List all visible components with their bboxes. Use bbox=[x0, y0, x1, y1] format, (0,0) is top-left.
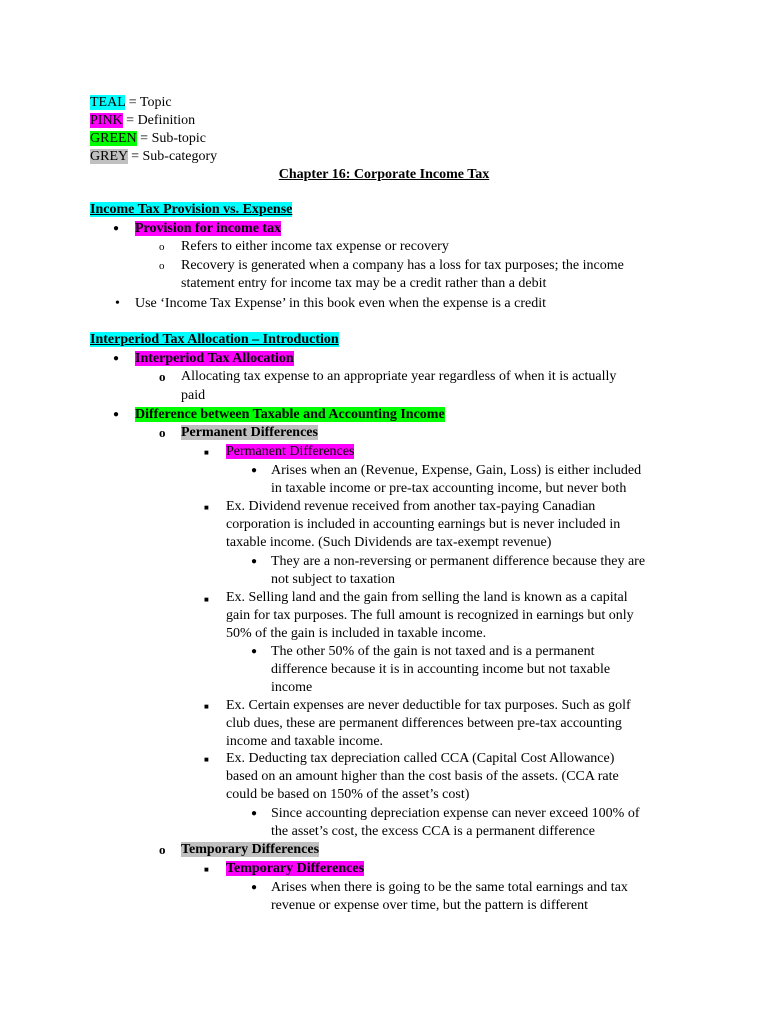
disc-bullet: ● bbox=[251, 882, 258, 893]
example-3-line-2: club dues, these are permanent differences between pre-tax accounting bbox=[226, 716, 622, 731]
provision-point-2-line-2: statement entry for income tax may be a credit rather than a debit bbox=[181, 276, 547, 291]
circle-bullet: o bbox=[159, 260, 165, 272]
provision-point-2-line-1: Recovery is generated when a company has a loss for tax purposes; the income bbox=[181, 258, 624, 273]
example-2-line-2: gain for tax purposes. The full amount is recognized in earnings but only bbox=[226, 608, 634, 623]
subcategory-permanent: Permanent Differences bbox=[181, 425, 318, 440]
example-2-line-1: Ex. Selling land and the gain from selling the land is known as a capital bbox=[226, 590, 628, 605]
example-4-sub-line-1: Since accounting depreciation expense can never exceed 100% of bbox=[271, 806, 640, 821]
legend-teal: TEAL = Topic bbox=[90, 95, 172, 110]
example-3-line-3: income and taxable income. bbox=[226, 734, 384, 749]
circle-bullet: o bbox=[159, 369, 166, 384]
square-bullet: ■ bbox=[204, 865, 209, 874]
circle-bullet: o bbox=[159, 241, 165, 253]
example-4-line-1: Ex. Deducting tax depreciation called CCA (Capital Cost Allowance) bbox=[226, 751, 615, 766]
example-1-sub-line-1: They are a non-reversing or permanent difference because they are bbox=[271, 554, 646, 569]
example-1-line-1: Ex. Dividend revenue received from another tax-paying Canadian bbox=[226, 499, 596, 514]
circle-bullet: o bbox=[159, 842, 166, 857]
disc-bullet: ● bbox=[113, 353, 120, 364]
chapter-title: Chapter 16: Corporate Income Tax bbox=[278, 167, 490, 182]
square-bullet: ■ bbox=[204, 448, 209, 457]
subtopic-difference: Difference between Taxable and Accounting Income bbox=[135, 407, 445, 422]
color-legend bbox=[90, 94, 217, 166]
definition-permanent: Permanent Differences bbox=[226, 444, 355, 459]
legend-grey: GREY = Sub-category bbox=[90, 149, 218, 164]
square-bullet: ■ bbox=[204, 595, 209, 604]
square-bullet: ■ bbox=[204, 702, 209, 711]
provision-item-2: Use ‘Income Tax Expense’ in this book even when the expense is a credit bbox=[135, 296, 546, 311]
permanent-def-line-1: Arises when an (Revenue, Expense, Gain, Loss) is either included bbox=[271, 463, 642, 478]
example-4-sub-line-2: the asset’s cost, the excess CCA is a permanent difference bbox=[271, 824, 595, 839]
disc-bullet: ● bbox=[251, 556, 258, 567]
example-2-sub-line-2: difference because it is in accounting income but not taxable bbox=[271, 662, 611, 677]
example-4-line-3: could be based on 150% of the asset’s cost) bbox=[226, 787, 470, 802]
example-4-line-2: based on an amount higher than the cost basis of the assets. (CCA rate bbox=[226, 769, 619, 784]
example-2-sub-line-1: The other 50% of the gain is not taxed and is a permanent bbox=[271, 644, 595, 659]
interperiod-def-line-1: Allocating tax expense to an appropriate year regardless of when it is actually bbox=[181, 369, 617, 384]
section-heading-interperiod: Interperiod Tax Allocation – Introduction bbox=[90, 332, 339, 347]
example-3-line-1: Ex. Certain expenses are never deductible for tax purposes. Such as golf bbox=[226, 698, 631, 713]
legend-green: GREEN = Sub-topic bbox=[90, 131, 207, 146]
example-1-line-2: corporation is included in accounting earnings but is never included in bbox=[226, 517, 621, 532]
temporary-def-line-1: Arises when there is going to be the same total earnings and tax bbox=[271, 880, 628, 895]
disc-bullet: ● bbox=[113, 223, 120, 234]
disc-bullet: ● bbox=[251, 646, 258, 657]
temporary-def-line-2: revenue or expense over time, but the pattern is different bbox=[271, 898, 588, 913]
example-1-sub-line-2: not subject to taxation bbox=[271, 572, 396, 587]
disc-bullet: ● bbox=[251, 808, 258, 819]
disc-bullet: ● bbox=[251, 465, 258, 476]
disc-bullet: ● bbox=[113, 409, 120, 420]
legend-pink: PINK = Definition bbox=[90, 113, 196, 128]
interperiod-def-line-2: paid bbox=[181, 388, 206, 403]
example-1-line-3: taxable income. (Such Dividends are tax-exempt revenue) bbox=[226, 535, 552, 550]
dot-bullet: • bbox=[115, 296, 120, 311]
example-2-line-3: 50% of the gain is included in taxable income. bbox=[226, 626, 487, 641]
definition-provision: Provision for income tax bbox=[135, 221, 282, 236]
permanent-def-line-2: in taxable income or pre-tax accounting income, but never both bbox=[271, 481, 627, 496]
definition-interperiod: Interperiod Tax Allocation bbox=[135, 351, 294, 366]
example-2-sub-line-3: income bbox=[271, 680, 313, 695]
provision-point-1: Refers to either income tax expense or recovery bbox=[181, 239, 449, 254]
section-heading-provision: Income Tax Provision vs. Expense bbox=[90, 202, 293, 217]
subcategory-temporary: Temporary Differences bbox=[181, 842, 320, 857]
square-bullet: ■ bbox=[204, 755, 209, 764]
circle-bullet: o bbox=[159, 425, 166, 440]
definition-temporary: Temporary Differences bbox=[226, 861, 365, 876]
square-bullet: ■ bbox=[204, 503, 209, 512]
